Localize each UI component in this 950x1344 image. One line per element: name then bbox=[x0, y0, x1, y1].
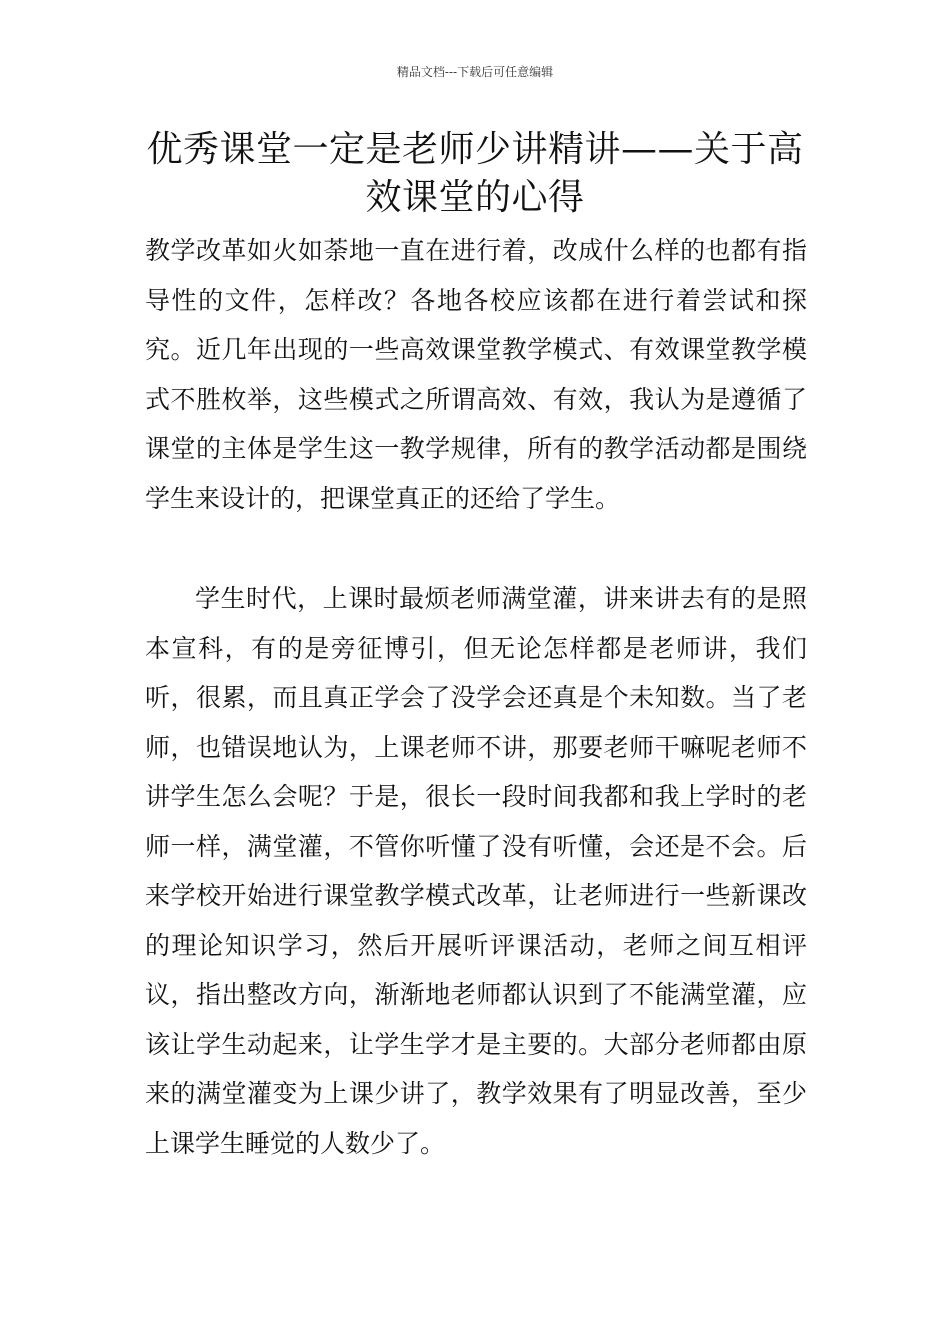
paragraph-1: 教学改革如火如荼地一直在进行着，改成什么样的也都有指导性的文件，怎样改？各地各校应该都在进行着尝试和探究。近几年出现的一些高效课堂教学模式、有效课堂教学模式不胜枚举，这些模式之所谓高效、有效，我认为是遵循了课堂的主体是学生这一教学规律，所有的教学活动都是围绕学生来设计的，把课堂真正的还给了学生。 bbox=[145, 236, 807, 513]
page-header: 精品文档---下载后可任意编辑 bbox=[396, 65, 554, 79]
paragraph-2: 学生时代，上课时最烦老师满堂灌，讲来讲去有的是照本宣科，有的是旁征博引，但无论怎样都是老师讲，我们听，很累，而且真正学会了没学会还真是个未知数。当了老师，也错误地认为，上课老师不讲，那要老师干嘛呢老师不讲学生怎么会呢？于是，很长一段时间我都和我上学时的老师一样，满堂灌，不管你听懂了没有听懂，会还是不会。后来学校开始进行课堂教学模式改革，让老师进行一些新课改的理论知识学习，然后开展听评课活动，老师之间互相评议，指出整改方向，渐渐地老师都认识到了不能满堂灌，应该让学生动起来，让学生学才是主要的。大部分老师都由原来的满堂灌变为上课少讲了，教学效果有了明显改善，至少上课学生睡觉的人数少了。 bbox=[145, 584, 807, 1158]
document-body bbox=[145, 226, 807, 1168]
document-title: 优秀课堂一定是老师少讲精讲——关于高效课堂的心得 bbox=[146, 129, 804, 218]
